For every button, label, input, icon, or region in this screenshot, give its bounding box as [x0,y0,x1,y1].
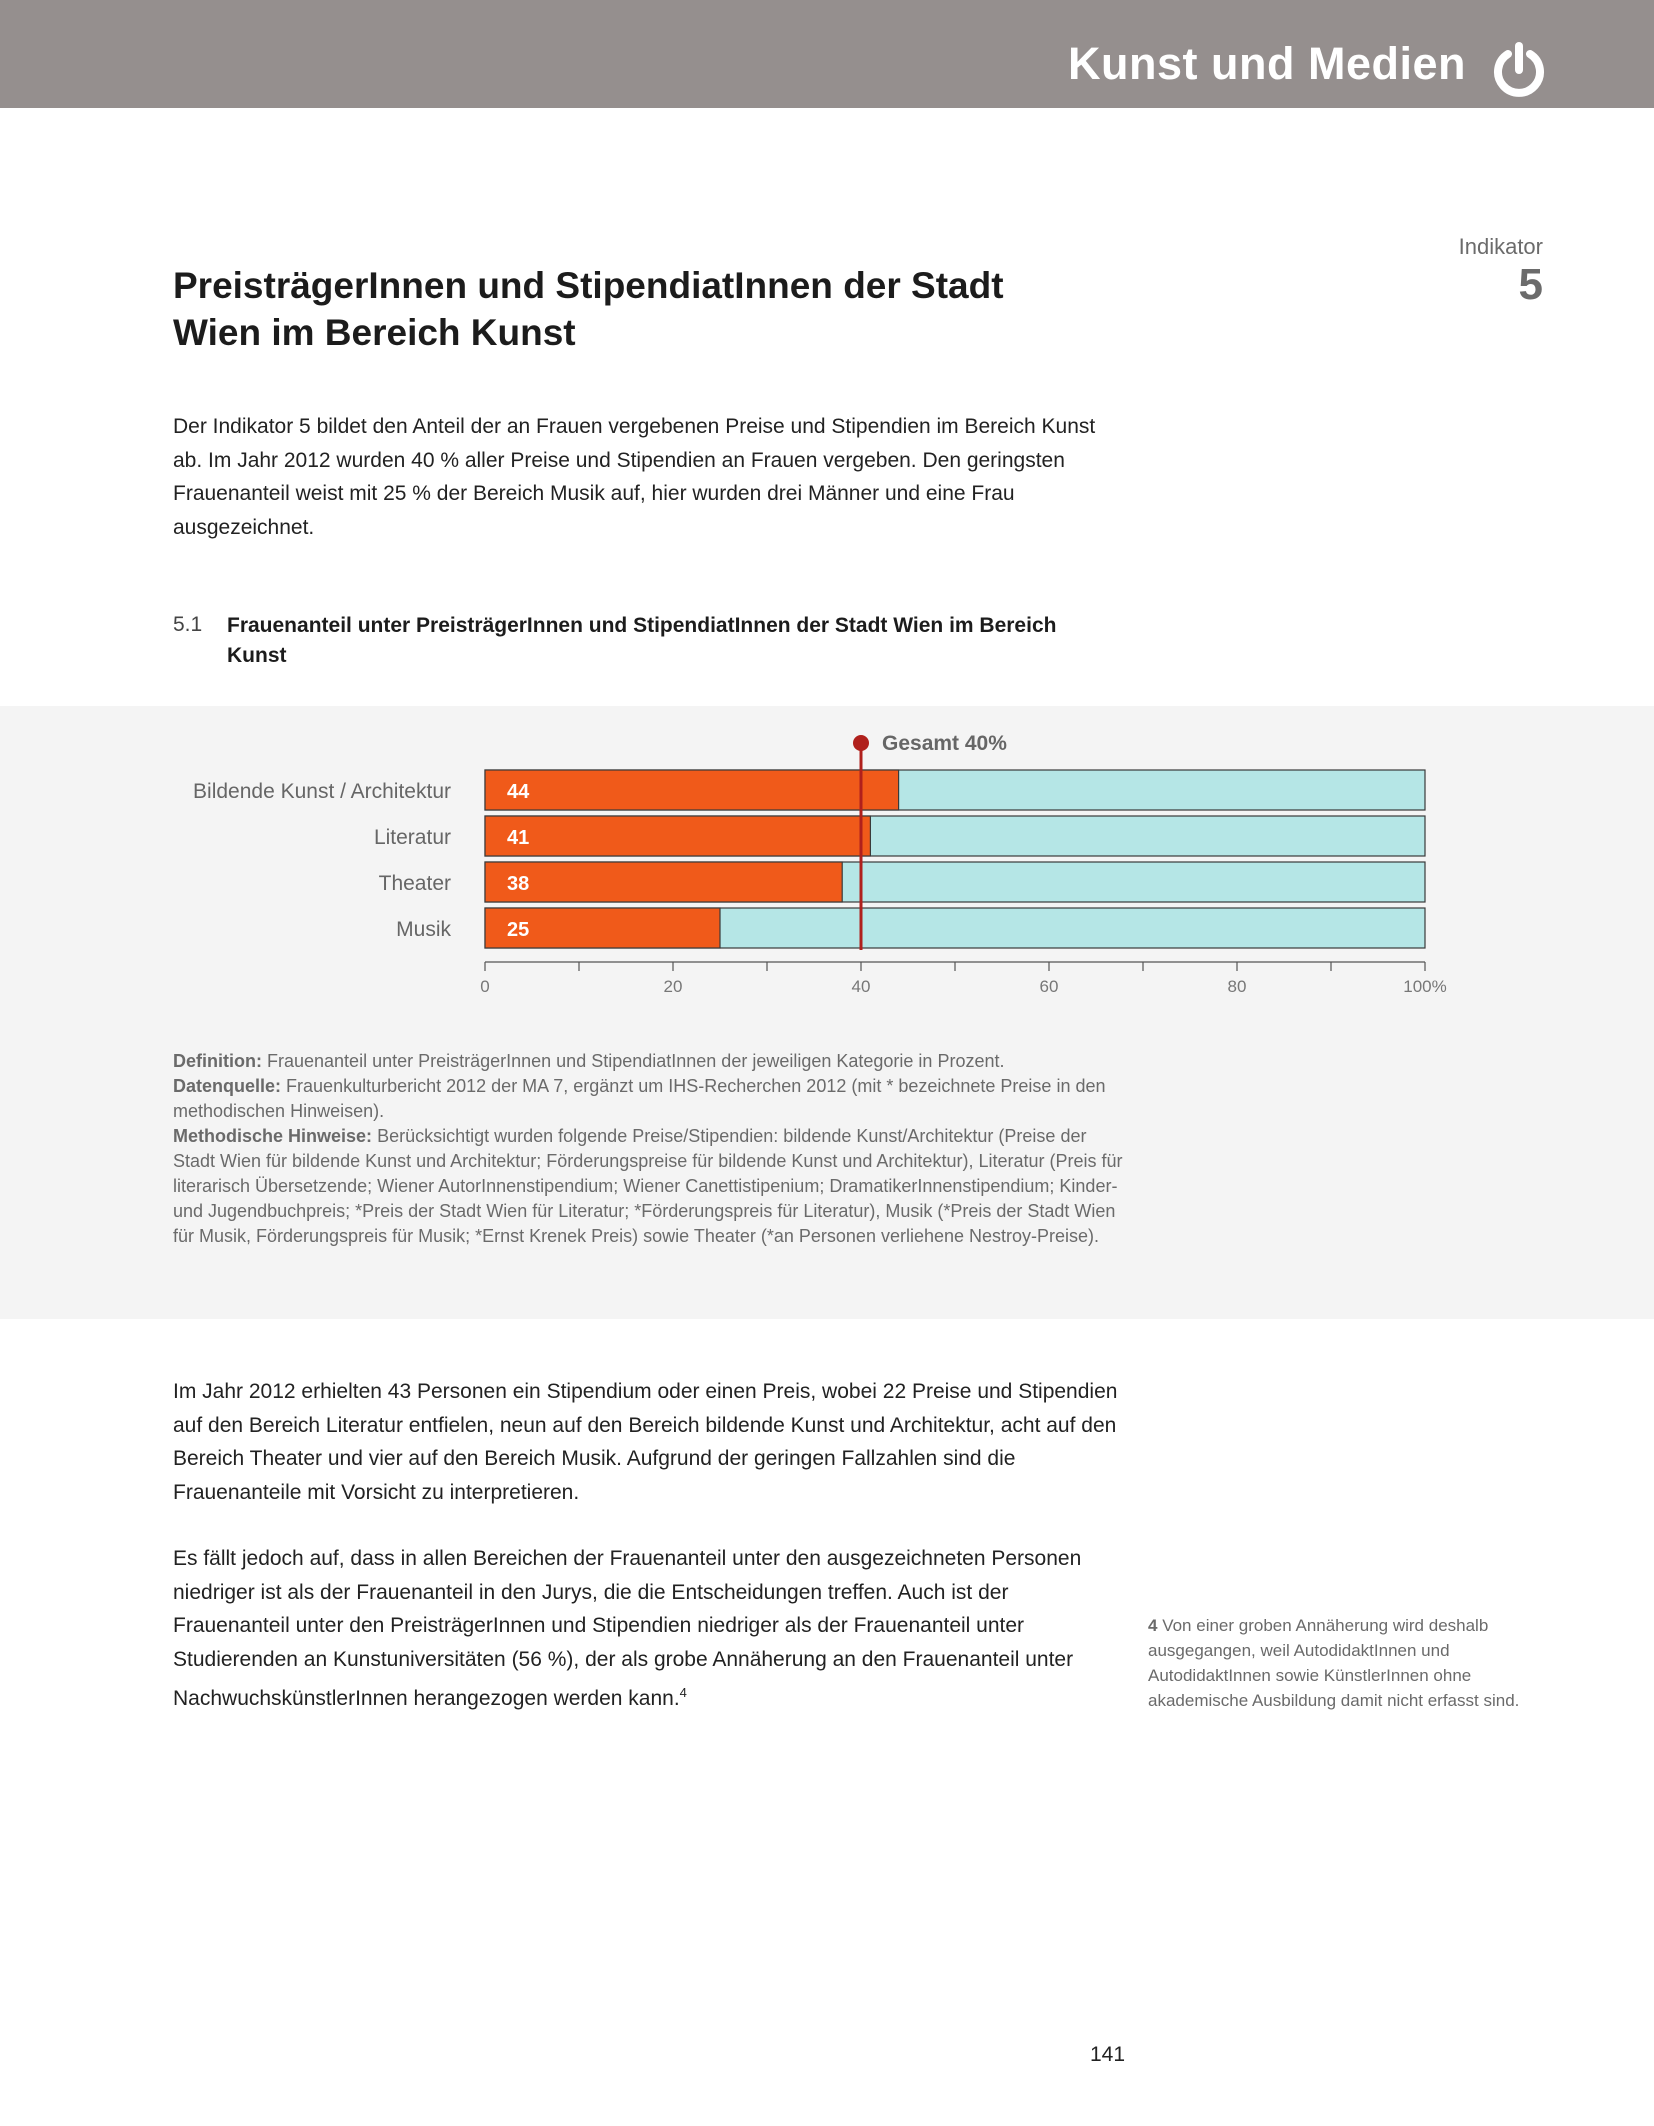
bar-value-theater: 38 [507,873,530,895]
section-title: Frauenanteil unter PreisträgerInnen und StipendiatInnen der Stadt Wien im Bereich Kunst [227,614,1057,667]
x-tick-label: 20 [663,977,683,996]
page-title: PreisträgerInnen und StipendiatInnen der Stadt Wien im Bereich Kunst [173,265,1004,353]
method-label: Methodische Hinweise: [173,1126,373,1146]
section-number: 5.1 [173,613,203,636]
source-label: Datenquelle: [173,1076,282,1096]
bar-chart [0,706,1654,1026]
body-paragraph-1 [173,1375,1123,1509]
page-number: 141 [1090,2043,1126,2066]
bar-frauen-theater [485,862,842,902]
bar-frauen-literatur [485,816,870,856]
category-label-bildende-kunst-architektur: Bildende Kunst / Architektur [193,780,451,803]
method-text: Berücksichtigt wurden folgende Preise/Stipendien: bildende Kunst/Architektur (Preise der Stadt Wien für bildende Kunst und Architektur; Förderungspreise für bildende Kunst und Architektur), Literatur (Preis für literarisch Übersetzende; Wiener AutorInnenstipendium; Wiener Canettistipenium; DramatikerInnenstipendium; Kinder- und Jugendbuchpreis; *Preis der Stadt Wien für Literatur; *Förderungspreis für Literatur), Musik (*Preis der Stadt Wien für Musik, Förderungspreis für Musik; *Ernst Krenek Preis) sowie Theater (*an Personen verliehene Nestroy-Preise). [173,1126,1123,1246]
intro-paragraph: Der Indikator 5 bildet den Anteil der an Frauen vergebenen Preise und Stipendien im Bereich Kunst ab. Im Jahr 2012 wurden 40 % aller Preise und Stipendien an Frauen vergeben. Den geringsten Frauenanteil weist mit 25 % der Bereich Musik auf, hier wurden drei Männer und eine Frau ausgezeichnet. [173,415,1096,539]
bar-value-musik: 25 [507,919,530,941]
footnote [1148,1613,1543,1713]
power-icon [1493,40,1545,98]
footnote-ref[interactable]: 4 [679,1685,687,1700]
source-text: Frauenkulturbericht 2012 der MA 7, ergänzt um IHS-Recherchen 2012 (mit * bezeichnete Preise in den methodischen Hinweisen). [173,1076,1106,1121]
chart-notes [173,1049,1123,1249]
indicator-label: Indikator [1458,234,1543,259]
x-tick-label: 40 [851,977,871,996]
x-tick-label: 60 [1039,977,1059,996]
x-tick-label: 0 [480,977,490,996]
x-tick-label: 100% [1403,977,1447,996]
bar-value-literatur: 41 [507,827,530,849]
body-paragraph-2 [173,1542,1123,1716]
footnote-text: Von einer groben Annäherung wird deshalb ausgegangen, weil AutodidaktInnen und AutodidaktInnen sowie KünstlerInnen ohne akademische Ausbildung damit nicht erfasst sind. [1148,1616,1520,1710]
chapter-title: Kunst und Medien [1068,38,1466,89]
reference-marker [853,735,869,751]
indicator-number: 5 [1518,260,1543,309]
definition-text: Frauenanteil unter PreisträgerInnen und StipendiatInnen der jeweiligen Kategorie in Prozent. [267,1051,1005,1071]
category-label-literatur: Literatur [373,826,451,849]
body-p2-text: Es fällt jedoch auf, dass in allen Bereichen der Frauenanteil unter den ausgezeichneten Personen niedriger ist als der Frauenanteil in den Jurys, die die Entscheidungen treffen. Auch ist der Frauenanteil unter den PreisträgerInnen und Stipendien niedriger als der Frauenanteil unter Studierenden an Kunstuniversitäten (56 %), der als grobe Annäherung an den Frauenanteil unter NachwuchskünstlerInnen herangezogen werden kann. [173,1547,1082,1710]
footnote-number: 4 [1148,1616,1158,1635]
bar-frauen-bildende-kunst-architektur [485,770,899,810]
category-label-theater: Theater [378,872,451,895]
bar-value-bildende-kunst-architektur: 44 [507,781,530,803]
x-tick-label: 80 [1227,977,1247,996]
definition-label: Definition: [173,1051,262,1071]
category-label-musik: Musik [396,918,451,941]
reference-label: Gesamt 40% [882,732,1007,755]
body-p1-text: Im Jahr 2012 erhielten 43 Personen ein Stipendium oder einen Preis, wobei 22 Preise und Stipendien auf den Bereich Literatur entfielen, neun auf den Bereich bildende Kunst und Architektur, acht auf den Bereich Theater und vier auf den Bereich Musik. Aufgrund der geringen Fallzahlen sind die Frauenanteile mit Vorsicht zu interpretieren. [173,1380,1118,1504]
